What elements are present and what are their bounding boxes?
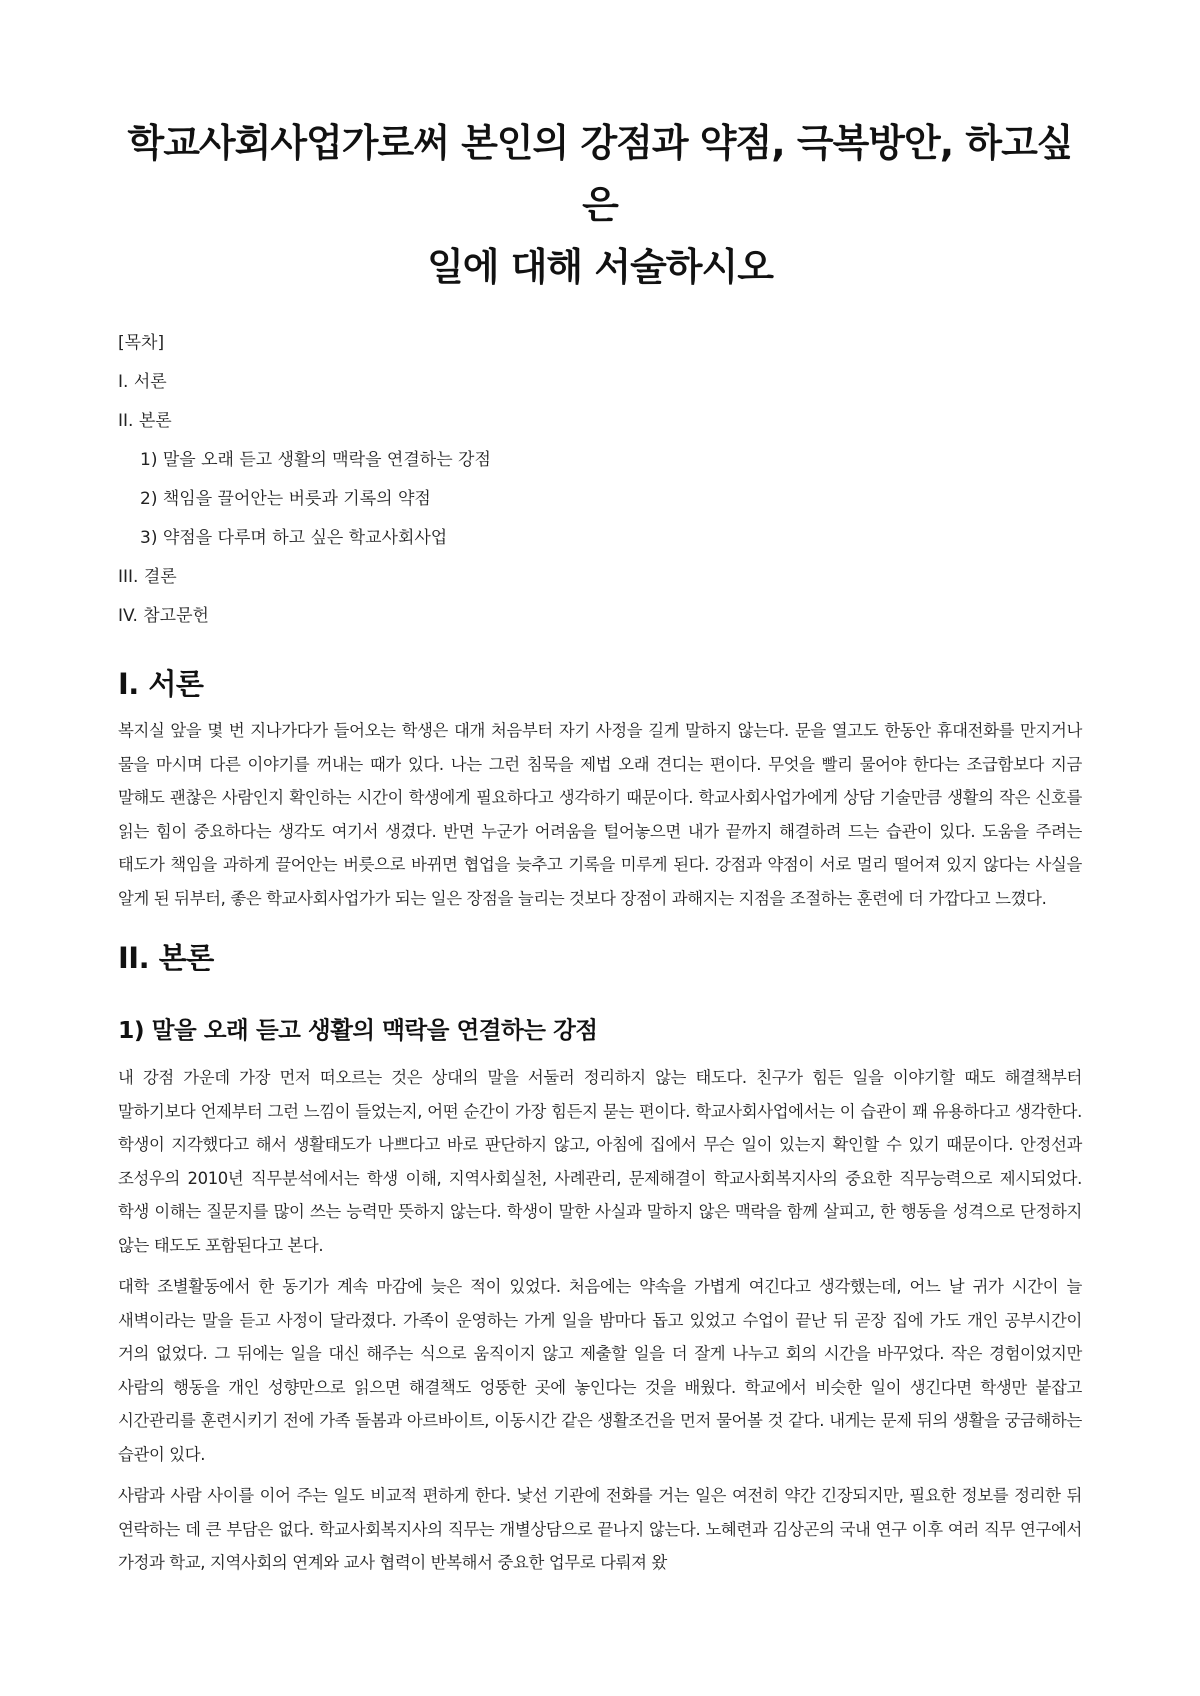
toc-item: I. 서론 — [118, 372, 167, 392]
table-of-contents — [118, 324, 1082, 636]
title-line: 일에 대해 서술하시오 — [427, 245, 773, 289]
body-paragraph: 사람과 사람 사이를 이어 주는 일도 비교적 편하게 한다. 낯선 기관에 전화를 거는 일은 여전히 약간 긴장되지만, 필요한 정보를 정리한 뒤 연락하는 데 큰 부담은 없다. 학교사회복지사의 직무는 개별상담으로 끝나지 않는다. 노혜련과 김상곤의 국내 연구 이후 여러 직무 연구에서 가정과 학교, 지역사회의 연계와 교사 협력이 반복해서 중요한 업무로 다뤄져 왔 — [118, 1486, 1082, 1572]
section-heading-body: II. 본론 — [118, 941, 214, 975]
toc-item: II. 본론 — [118, 411, 172, 431]
toc-item: III. 결론 — [118, 567, 177, 587]
toc-item: IV. 참고문헌 — [118, 606, 209, 626]
subsection-heading-strength: 1) 말을 오래 듣고 생활의 맥락을 연결하는 강점 — [118, 1016, 598, 1044]
body-paragraph: 내 강점 가운데 가장 먼저 떠오르는 것은 상대의 말을 서둘러 정리하지 않는 태도다. 친구가 힘든 일을 이야기할 때도 해결책부터 말하기보다 언제부터 그런 느낌이 들었는지, 어떤 순간이 가장 힘든지 묻는 편이다. 학교사회사업에서는 이 습관이 꽤 유용하다고 생각한다. 학생이 지각했다고 해서 생활태도가 나쁘다고 바로 판단하지 않고, 아침에 집에서 무슨 일이 있는지 확인할 수 있기 때문이다. 안정선과 조성우의 2010년 직무분석에서는 학생 이해, 지역사회실천, 사례관리, 문제해결이 학교사회복지사의 중요한 직무능력으로 제시되었다. 학생 이해는 질문지를 많이 쓰는 능력만 뜻하지 않는다. 학생이 말한 사실과 말하지 않은 맥락을 함께 살피고, 한 행동을 성격으로 단정하지 않는 태도도 포함된다고 본다. — [118, 1068, 1082, 1255]
body-paragraph: 대학 조별활동에서 한 동기가 계속 마감에 늦은 적이 있었다. 처음에는 약속을 가볍게 여긴다고 생각했는데, 어느 날 귀가 시간이 늘 새벽이라는 말을 듣고 사정이 달라졌다. 가족이 운영하는 가게 일을 밤마다 돕고 있었고 수업이 끝난 뒤 곧장 집에 가도 개인 공부시간이 거의 없었다. 그 뒤에는 일을 대신 해주는 식으로 움직이지 않고 제출할 일을 더 잘게 나누고 회의 시간을 바꾸었다. 작은 경험이었지만 사람의 행동을 개인 성향만으로 읽으면 해결책도 엉뚱한 곳에 놓인다는 것을 배웠다. 학교에서 비슷한 일이 생긴다면 학생만 붙잡고 시간관리를 훈련시키기 전에 가족 돌봄과 아르바이트, 이동시간 같은 생활조건을 먼저 물어볼 것 같다. 내게는 문제 뒤의 생활을 궁금해하는 습관이 있다. — [118, 1277, 1082, 1464]
section-heading-intro: I. 서론 — [118, 667, 204, 701]
intro-paragraph: 복지실 앞을 몇 번 지나가다가 들어오는 학생은 대개 처음부터 자기 사정을 길게 말하지 않는다. 문을 열고도 한동안 휴대전화를 만지거나 물을 마시며 다른 이야기를 꺼내는 때가 있다. 나는 그런 침묵을 제법 오래 견디는 편이다. 무엇을 빨리 물어야 한다는 조급함보다 지금 말해도 괜찮은 사람인지 확인하는 시간이 학생에게 필요하다고 생각하기 때문이다. 학교사회사업가에게 상담 기술만큼 생활의 작은 신호를 읽는 힘이 중요하다는 생각도 여기서 생겼다. 반면 누군가 어려움을 털어놓으면 내가 끝까지 해결하려 드는 습관이 있다. 도움을 주려는 태도가 책임을 과하게 끌어안는 버릇으로 바뀌면 협업을 늦추고 기록을 미루게 된다. 강점과 약점이 서로 멀리 떨어져 있지 않다는 사실을 알게 된 뒤부터, 좋은 학교사회사업가가 되는 일은 장점을 늘리는 것보다 장점이 과해지는 지점을 조절하는 훈련에 더 가깝다고 느꼈다. — [118, 721, 1082, 908]
toc-subitem: 1) 말을 오래 듣고 생활의 맥락을 연결하는 강점 — [140, 450, 491, 470]
toc-subitem: 2) 책임을 끌어안는 버릇과 기록의 약점 — [140, 489, 431, 509]
toc-label: [목차] — [118, 333, 165, 353]
document-title — [118, 112, 1082, 298]
toc-subitem: 3) 약점을 다루며 하고 싶은 학교사회사업 — [140, 528, 448, 548]
title-line: 학교사회사업가로써 본인의 강점과 약점, 극복방안, 하고싶은 — [127, 121, 1073, 227]
